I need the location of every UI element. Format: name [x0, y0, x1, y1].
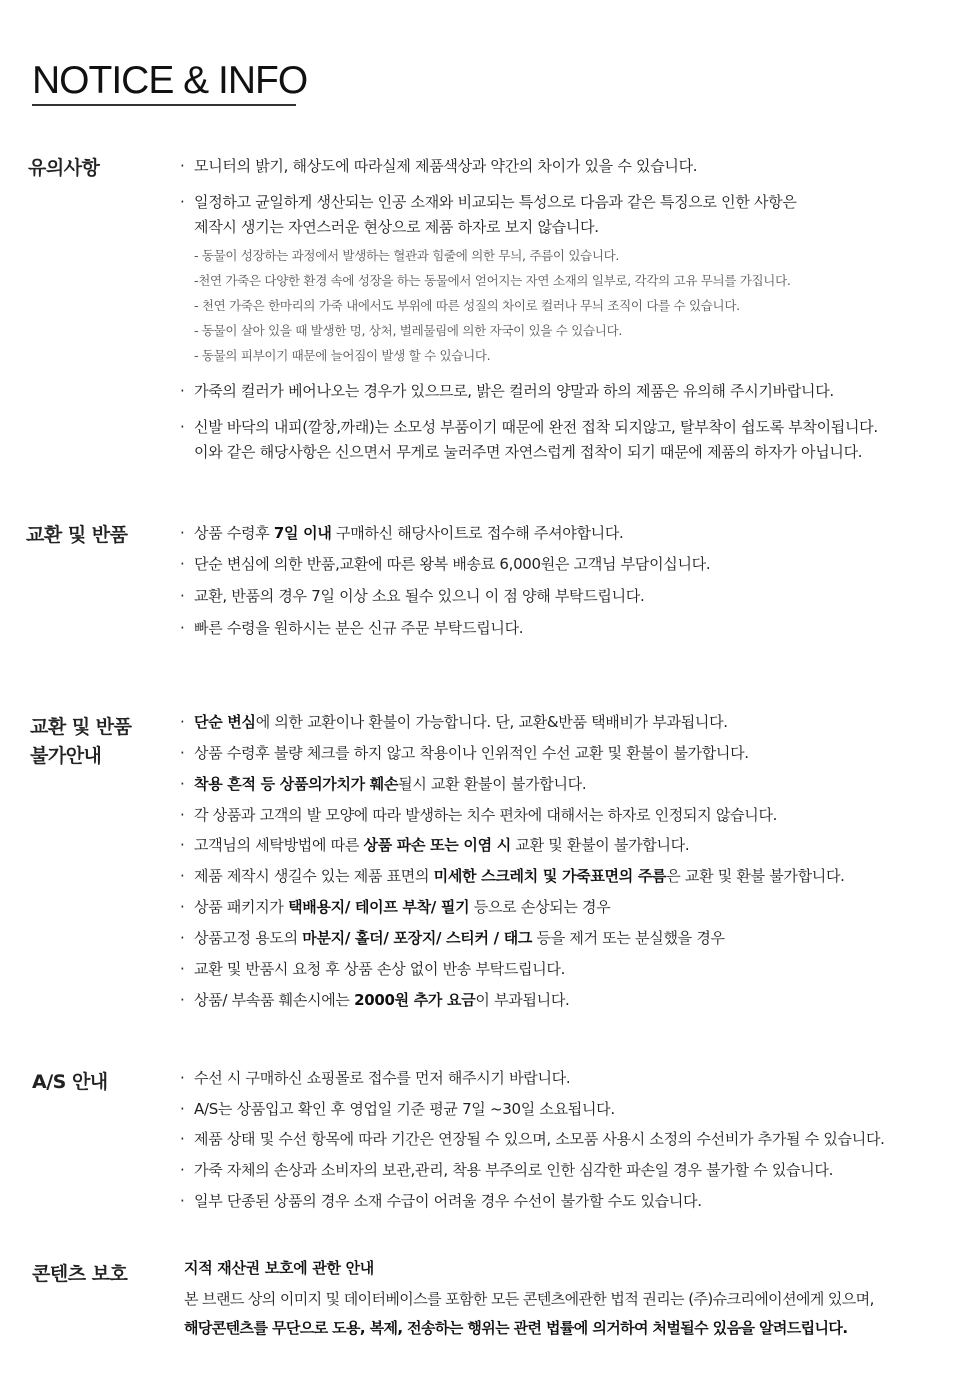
list-item: · 단순 변심에 의한 교환이나 환불이 가능합니다. 단, 교환&반품 택배비가 부과됩니다.: [180, 713, 728, 731]
list-item: · 교환, 반품의 경우 7일 이상 소요 될수 있으니 이 점 양해 부탁드립니다.: [180, 587, 645, 605]
list-item: · 제품 제작시 생길수 있는 제품 표면의 미세한 스크레치 및 가죽표면의 주름은 교환 및 환불 불가합니다.: [180, 867, 845, 885]
list-item: · 신발 바닥의 내피(깔창,까래)는 소모성 부품이기 때문에 완전 접착 되지않고, 탈부착이 쉽도록 부착이됩니다.: [180, 418, 878, 436]
list-item: · 일정하고 균일하게 생산되는 인공 소재와 비교되는 특성으로 다음과 같은 특징으로 인한 사항은: [180, 193, 797, 211]
section-heading: 교환 및 반품: [26, 524, 128, 546]
list-item: · 상품 수령후 7일 이내 구매하신 해당사이트로 접수해 주셔야합니다.: [180, 524, 624, 542]
list-item: · 각 상품과 고객의 발 모양에 따라 발생하는 치수 편차에 대해서는 하자로 인정되지 않습니다.: [180, 806, 778, 824]
section-heading-line2: 불가안내: [30, 745, 102, 767]
list-item: · 빠른 수령을 원하시는 분은 신규 주문 부탁드립니다.: [180, 619, 524, 637]
list-item: · 단순 변심에 의한 반품,교환에 따른 왕복 배송료 6,000원은 고객님 부담이십니다.: [180, 555, 711, 573]
list-item: · 상품/ 부속품 훼손시에는 2000원 추가 요금이 부과됩니다.: [180, 991, 570, 1009]
page-title: NOTICE & INFO: [32, 59, 308, 102]
sub-note: - 동물이 살아 있을 때 발생한 멍, 상처, 벌레물림에 의한 자국이 있을 수 있습니다.: [194, 323, 623, 338]
list-item: · 고객님의 세탁방법에 따른 상품 파손 또는 이염 시 교환 및 환불이 불가합니다.: [180, 836, 690, 854]
list-item-continuation: 이와 같은 해당사항은 신으면서 무게로 눌러주면 자연스럽게 접착이 되기 때문에 제품의 하자가 아닙니다.: [194, 443, 863, 461]
protection-title: 지적 재산권 보호에 관한 안내: [184, 1259, 374, 1277]
list-item: · 가죽의 컬러가 베어나오는 경우가 있으므로, 밝은 컬러의 양말과 하의 제품은 유의해 주시기바랍니다.: [180, 382, 834, 400]
sub-note: - 동물의 피부이기 때문에 늘어짐이 발생 할 수 있습니다.: [194, 348, 491, 363]
list-item: · 상품 패키지가 택배용지/ 테이프 부착/ 필기 등으로 손상되는 경우: [180, 898, 611, 916]
section-heading: 교환 및 반품: [30, 716, 132, 738]
sub-note: - 동물이 성장하는 과정에서 발생하는 혈관과 힘줄에 의한 무늬, 주름이 있습니다.: [194, 248, 620, 263]
list-item: · 상품고정 용도의 마분지/ 홀더/ 포장지/ 스티커 / 태그 등을 제거 또는 분실했을 경우: [180, 929, 725, 947]
list-item-continuation: 제작시 생기는 자연스러운 현상으로 제품 하자로 보지 않습니다.: [194, 218, 599, 236]
sub-note: -천연 가죽은 다양한 환경 속에 성장을 하는 동물에서 얻어지는 자연 소재의 일부로, 각각의 고유 무늬를 가집니다.: [194, 273, 791, 288]
section-heading: A/S 안내: [32, 1071, 108, 1093]
list-item: · 일부 단종된 상품의 경우 소재 수급이 어려울 경우 수선이 불가할 수도 있습니다.: [180, 1192, 702, 1210]
list-item: · 착용 흔적 등 상품의가치가 훼손될시 교환 환불이 불가합니다.: [180, 775, 587, 793]
list-item: · A/S는 상품입고 확인 후 영업일 기준 평균 7일 ~30일 소요됩니다.: [180, 1100, 615, 1118]
list-item: · 제품 상태 및 수선 항목에 따라 기간은 연장될 수 있으며, 소모품 사용시 소정의 수선비가 추가될 수 있습니다.: [180, 1130, 885, 1148]
section-heading: 콘텐츠 보호: [32, 1263, 128, 1285]
protection-text: 본 브랜드 상의 이미지 및 데이터베이스를 포함한 모든 콘텐츠에관한 법적 권리는 (주)슈크리에이션에게 있으며,: [184, 1290, 874, 1308]
list-item: · 교환 및 반품시 요청 후 상품 손상 없이 반송 부탁드립니다.: [180, 960, 566, 978]
protection-warning: 해당콘텐츠를 무단으로 도용, 복제, 전송하는 행위는 관련 법률에 의거하여 처벌될수 있음을 알려드립니다.: [184, 1319, 848, 1337]
title-underline: [32, 104, 296, 106]
list-item: · 모니터의 밝기, 해상도에 따라실제 제품색상과 약간의 차이가 있을 수 있습니다.: [180, 157, 698, 175]
list-item: · 가죽 자체의 손상과 소비자의 보관,관리, 착용 부주의로 인한 심각한 파손일 경우 불가할 수 있습니다.: [180, 1161, 834, 1179]
list-item: · 수선 시 구매하신 쇼핑몰로 접수를 먼저 해주시기 바랍니다.: [180, 1069, 571, 1087]
sub-note: - 천연 가죽은 한마리의 가죽 내에서도 부위에 따른 성질의 차이로 컬러나 무늬 조직이 다를 수 있습니다.: [194, 298, 740, 313]
section-heading: 유의사항: [28, 157, 100, 179]
list-item: · 상품 수령후 불량 체크를 하지 않고 착용이나 인위적인 수선 교환 및 환불이 불가합니다.: [180, 744, 749, 762]
